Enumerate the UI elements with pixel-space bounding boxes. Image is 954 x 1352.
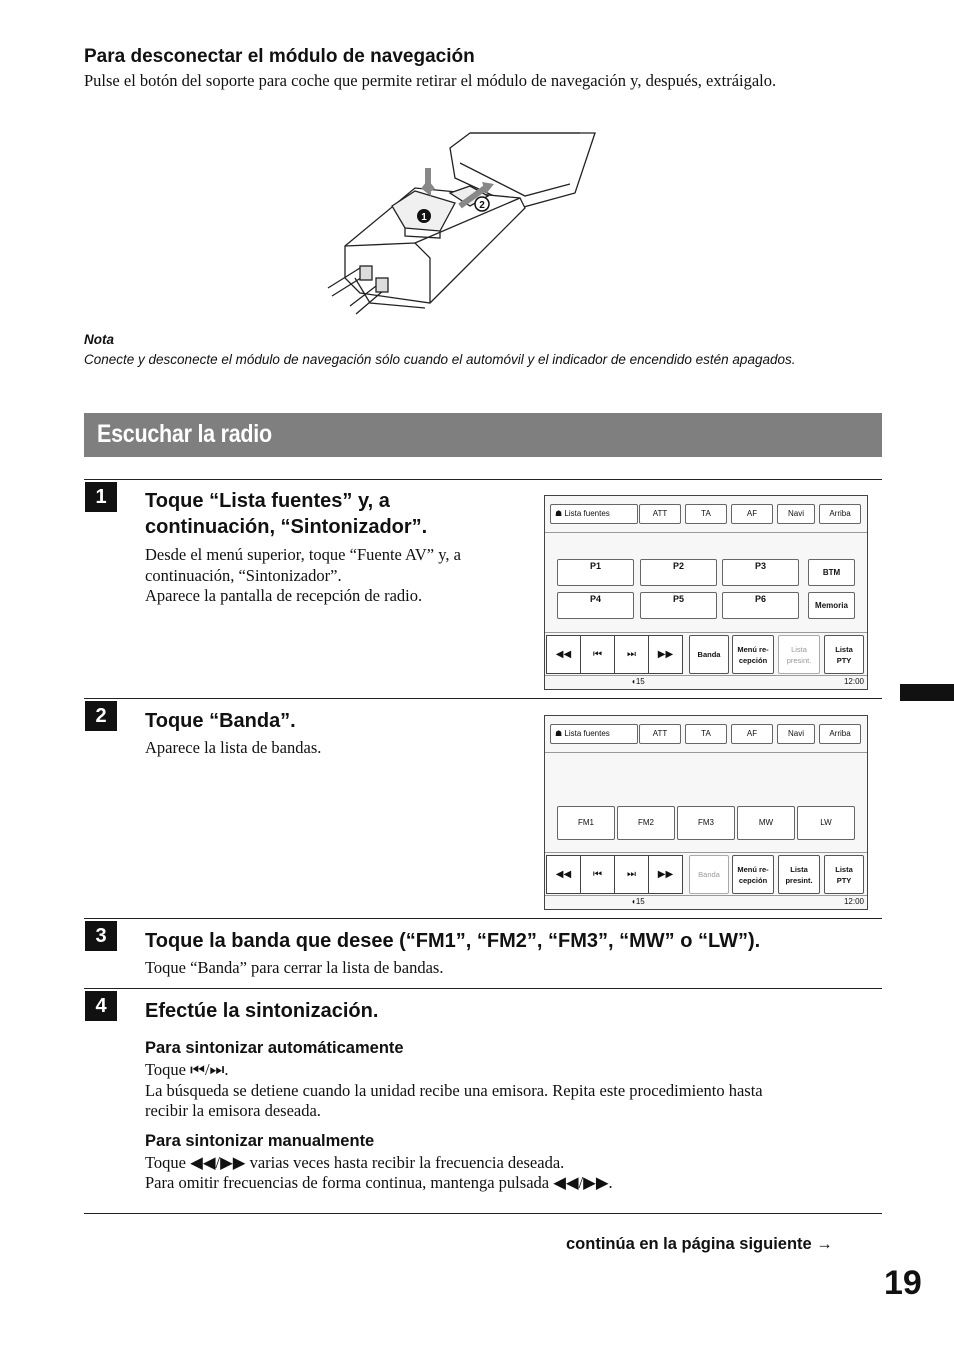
lista-fuentes-label: Lista fuentes	[564, 509, 610, 518]
source-icon: ☗	[555, 509, 563, 518]
pty-line2: PTY	[836, 875, 852, 885]
page-number: 19	[884, 1264, 922, 1302]
lista-line1: Lista	[790, 864, 808, 874]
ta-button[interactable]: TA	[685, 504, 727, 524]
source-icon: ☗	[555, 729, 563, 738]
pty-line1: Lista	[835, 864, 853, 874]
band-mw[interactable]: MW	[737, 806, 795, 840]
auto-tune-line2: La búsqueda se detiene cuando la unidad recibe una emisora. Repita este procedimiento hasta	[145, 1081, 763, 1100]
banner-title: Escuchar la radio	[97, 420, 272, 448]
preset-p2[interactable]: P2	[640, 559, 717, 586]
pty-line2: PTY	[836, 655, 852, 665]
divider	[84, 988, 882, 989]
prev-track-icon[interactable]: ⏮	[580, 635, 615, 674]
band-lw[interactable]: LW	[797, 806, 855, 840]
status-bar	[545, 896, 867, 909]
continued-note: continúa en la página siguiente →	[566, 1235, 833, 1253]
step-4-title: Efectúe la sintonización.	[145, 1000, 379, 1022]
step-1-body-line3: Aparece la pantalla de recepción de radio.	[145, 586, 423, 605]
lista-line1: Lista	[791, 644, 807, 654]
step-3-body: Toque “Banda” para cerrar la lista de bandas.	[145, 958, 444, 977]
lista-fuentes-button[interactable]	[550, 724, 638, 744]
band-fm3[interactable]: FM3	[677, 806, 735, 840]
volume-value: 15	[635, 677, 645, 686]
radio-screen-band-list	[544, 715, 868, 910]
ta-button[interactable]: TA	[685, 724, 727, 744]
lista-fuentes-label: Lista fuentes	[564, 729, 610, 738]
marker-2: 2	[479, 200, 485, 211]
navi-button[interactable]: Navi	[777, 504, 815, 524]
preset-p4[interactable]: P4	[557, 592, 634, 619]
auto-tune-heading: Para sintonizar automáticamente	[145, 1039, 404, 1057]
note-body: Conecte y desconecte el módulo de navegación sólo cuando el automóvil y el indicador de encendido estén apagados.	[84, 352, 796, 367]
lista-line2: presint.	[785, 875, 813, 885]
banda-button[interactable]: Banda	[689, 855, 729, 894]
auto-tune-line1: Toque ⏮/⏭.	[145, 1060, 229, 1079]
step-2-title: Toque “Banda”.	[145, 710, 296, 732]
divider	[84, 479, 882, 480]
fast-forward-icon[interactable]: ▶▶	[648, 635, 683, 674]
preset-p6[interactable]: P6	[722, 592, 799, 619]
top-bar	[545, 496, 867, 533]
af-button[interactable]: AF	[731, 724, 773, 744]
fast-forward-icon[interactable]: ▶▶	[648, 855, 683, 894]
step-number-2: 2	[85, 701, 117, 731]
auto-tune-line3: recibir la emisora deseada.	[145, 1101, 321, 1120]
next-track-icon[interactable]: ⏭	[614, 855, 649, 894]
preset-p3[interactable]: P3	[722, 559, 799, 586]
preset-p1[interactable]: P1	[557, 559, 634, 586]
att-button[interactable]: ATT	[639, 724, 681, 744]
menu-line2: cepción	[738, 875, 768, 885]
pty-line1: Lista	[835, 644, 853, 654]
prev-track-icon[interactable]: ⏮	[580, 855, 615, 894]
step-1-title-line1: Toque “Lista fuentes” y, a	[145, 490, 390, 512]
menu-line1: Menú re-	[737, 644, 769, 654]
status-bar	[545, 676, 867, 689]
marker-1: 1	[421, 212, 427, 223]
manual-tune-line1: Toque ◀◀/▶▶ varias veces hasta recibir la frecuencia deseada.	[145, 1153, 565, 1172]
menu-recepcion-button[interactable]	[732, 855, 774, 894]
arriba-button[interactable]: Arriba	[819, 504, 861, 524]
att-button[interactable]: ATT	[639, 504, 681, 524]
band-fm1[interactable]: FM1	[557, 806, 615, 840]
step-1-body-line1: Desde el menú superior, toque “Fuente AV” y, a	[145, 545, 461, 564]
af-button[interactable]: AF	[731, 504, 773, 524]
step-3-title: Toque la banda que desee (“FM1”, “FM2”, “FM3”, “MW” o “LW”).	[145, 930, 761, 952]
lista-presint-button[interactable]	[778, 855, 820, 894]
lista-pty-button[interactable]	[824, 635, 864, 674]
section-banner	[84, 413, 882, 457]
step-number-3: 3	[85, 921, 117, 951]
lista-fuentes-button[interactable]	[550, 504, 638, 524]
step-1-body-line2: continuación, “Sintonizador”.	[145, 566, 342, 585]
step-1-title-line2: continuación, “Sintonizador”.	[145, 516, 428, 538]
manual-tune-line2: Para omitir frecuencias de forma continua, mantenga pulsada ◀◀/▶▶.	[145, 1173, 613, 1192]
lista-pty-button[interactable]	[824, 855, 864, 894]
section-body: Pulse el botón del soporte para coche que permite retirar el módulo de navegación y, después, extráigalo.	[84, 71, 777, 90]
rewind-icon[interactable]: ◀◀	[546, 855, 581, 894]
navi-button[interactable]: Navi	[777, 724, 815, 744]
volume-indicator	[631, 677, 645, 686]
memoria-button[interactable]: Memoria	[808, 592, 855, 619]
radio-screen-reception	[544, 495, 868, 690]
manual-tune-heading: Para sintonizar manualmente	[145, 1132, 375, 1150]
volume-icon: ◖	[631, 677, 636, 686]
divider	[84, 918, 882, 919]
arriba-button[interactable]: Arriba	[819, 724, 861, 744]
volume-indicator	[631, 897, 645, 906]
clock: 12:00	[843, 897, 864, 906]
divider	[84, 1213, 882, 1214]
note-title: Nota	[84, 332, 114, 347]
step-number-4: 4	[85, 991, 117, 1021]
preset-p5[interactable]: P5	[640, 592, 717, 619]
clock: 12:00	[843, 677, 864, 686]
divider	[84, 698, 882, 699]
section-heading: Para desconectar el módulo de navegación	[84, 46, 475, 67]
side-tab-marker	[900, 684, 954, 701]
lista-line2: presint.	[786, 655, 812, 665]
banda-button[interactable]: Banda	[689, 635, 729, 674]
navigation-module-illustration	[320, 128, 610, 318]
menu-line1: Menú re-	[737, 864, 769, 874]
volume-icon: ◖	[631, 897, 636, 906]
menu-line2: cepción	[738, 655, 768, 665]
lista-presint-button[interactable]	[778, 635, 820, 674]
top-bar	[545, 716, 867, 753]
control-row	[545, 852, 867, 896]
rewind-icon[interactable]: ◀◀	[546, 635, 581, 674]
next-track-icon[interactable]: ⏭	[614, 635, 649, 674]
step-2-body: Aparece la lista de bandas.	[145, 738, 322, 757]
volume-value: 15	[635, 897, 645, 906]
control-row	[545, 632, 867, 676]
menu-recepcion-button[interactable]	[732, 635, 774, 674]
btm-button[interactable]: BTM	[808, 559, 855, 586]
band-fm2[interactable]: FM2	[617, 806, 675, 840]
step-number-1: 1	[85, 482, 117, 512]
